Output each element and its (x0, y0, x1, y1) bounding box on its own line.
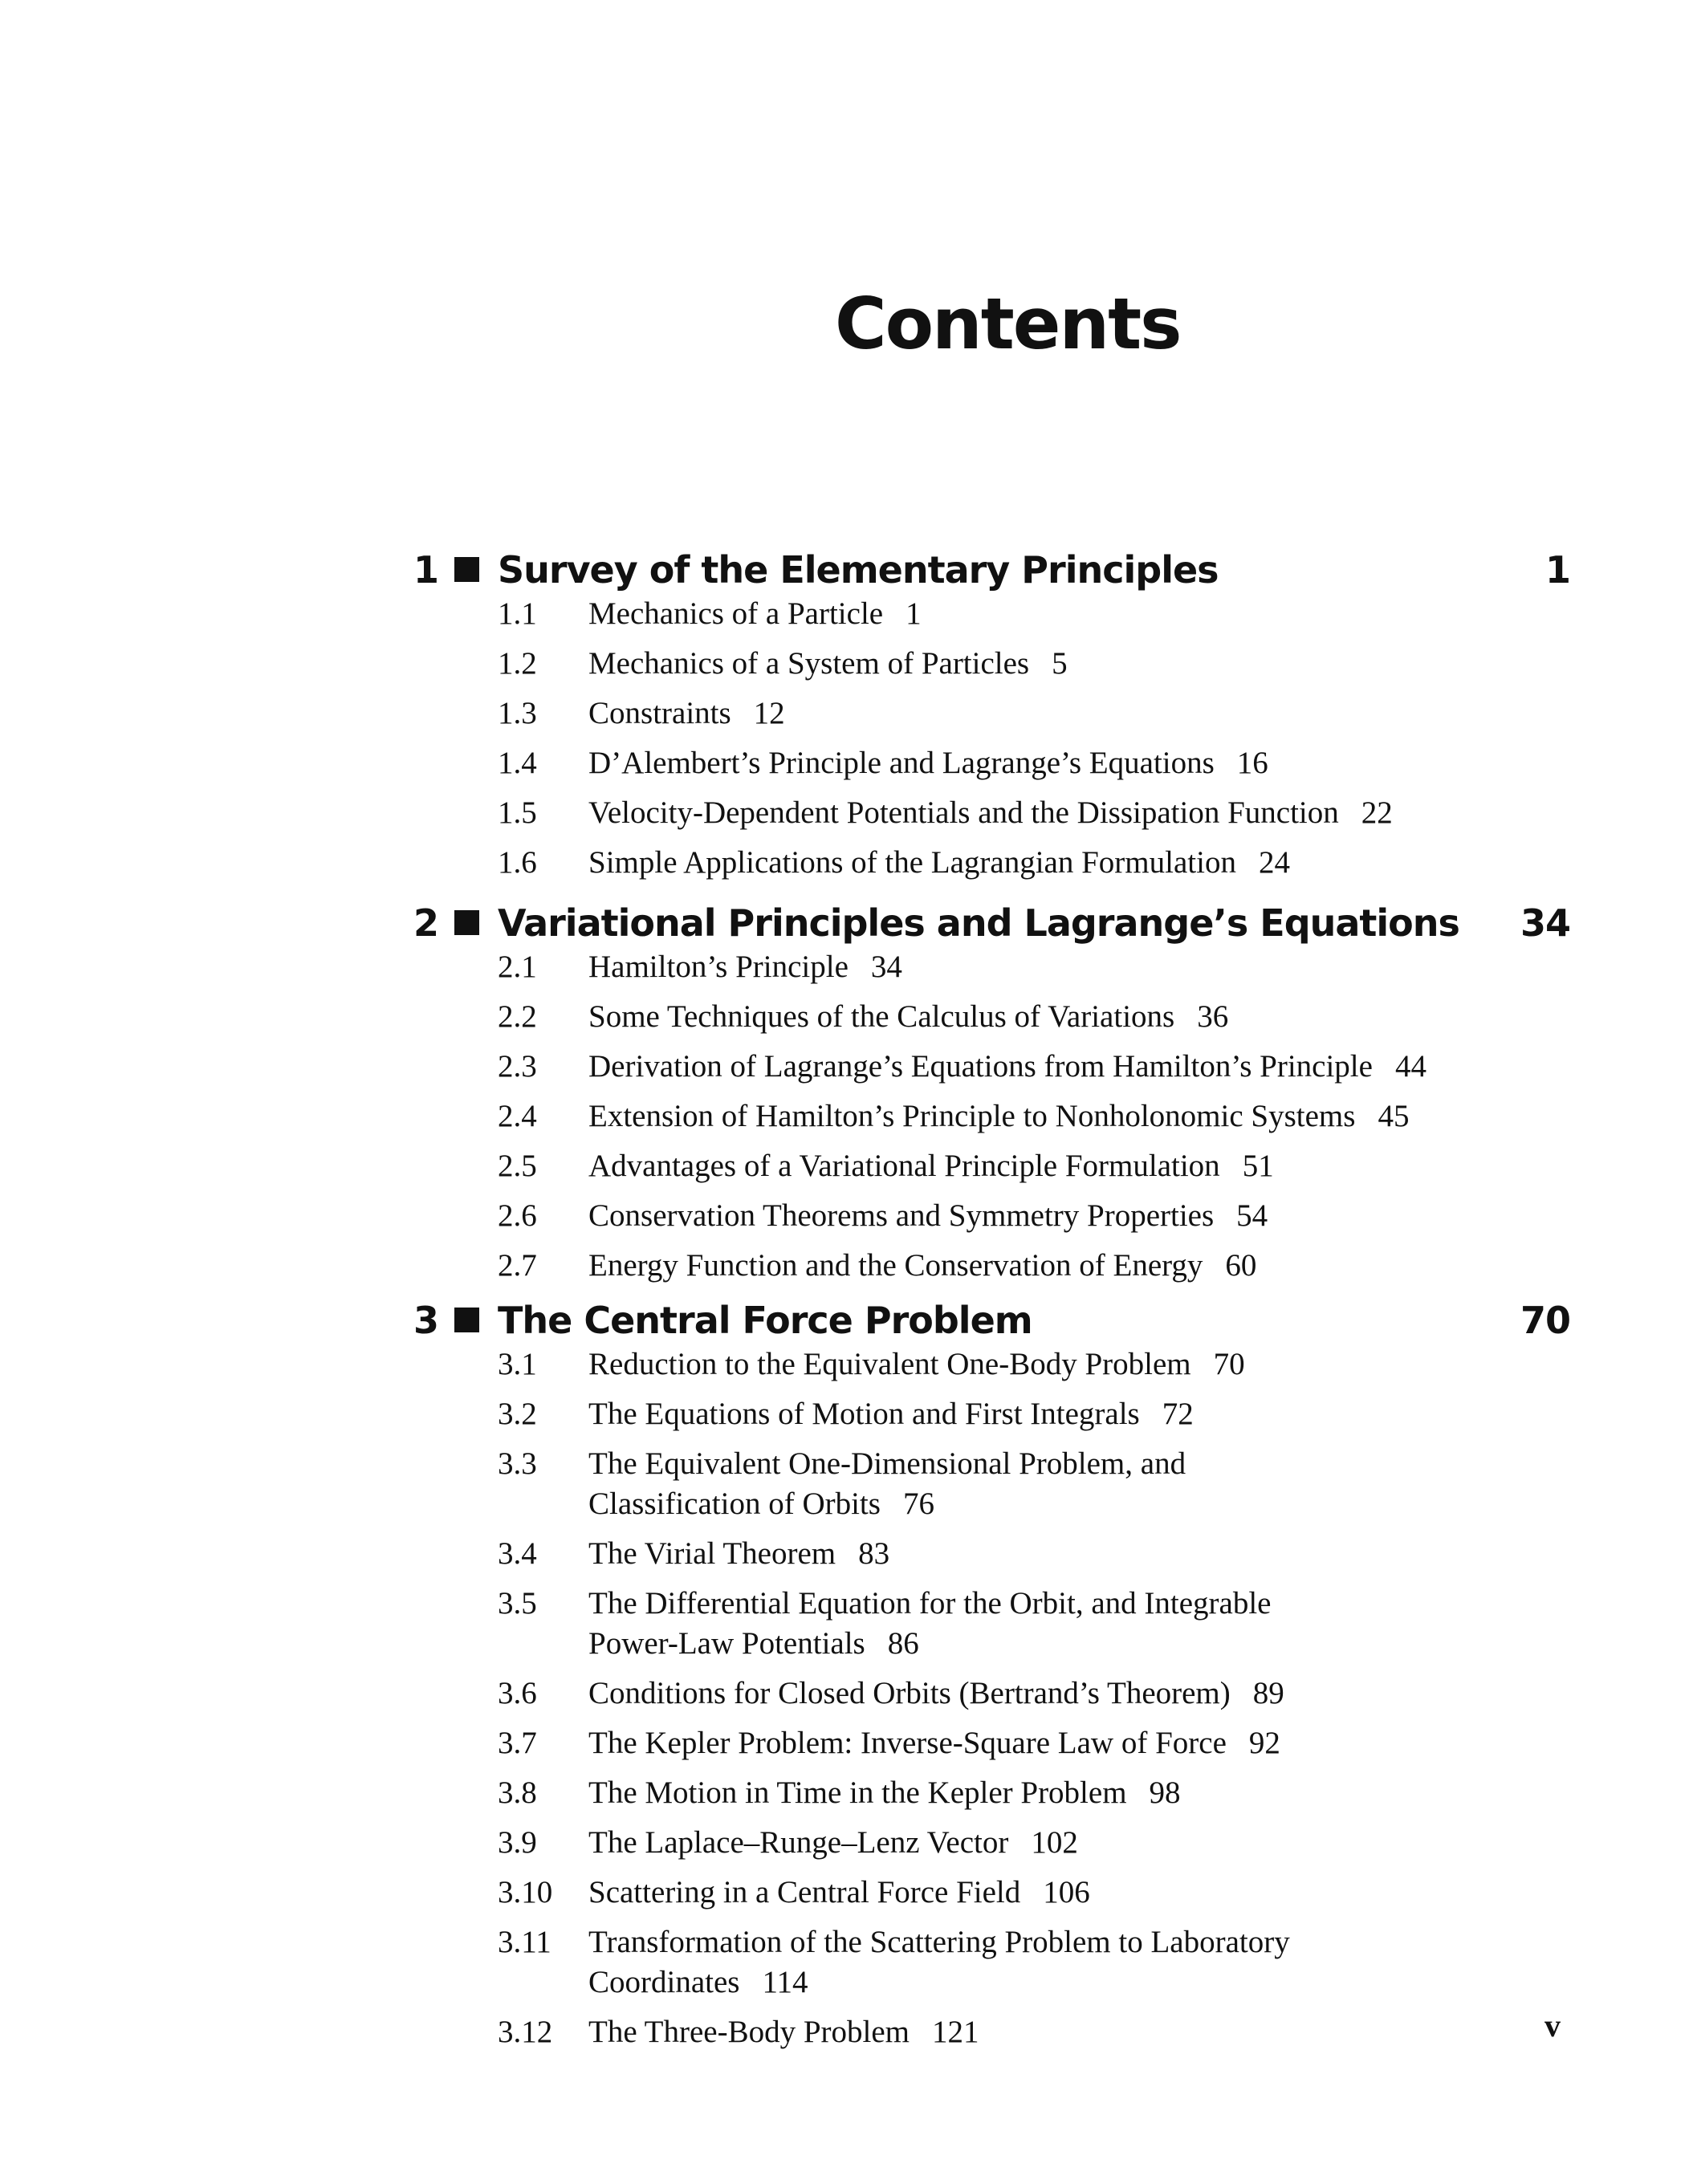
section-number: 3.3 (498, 1446, 537, 1481)
section-title: Simple Applications of the Lagrangian Formulation (588, 845, 1236, 880)
section-title: The Virial Theorem (588, 1536, 836, 1571)
toc-entry (0, 594, 1689, 644)
chapter-number: 2 (413, 901, 439, 945)
toc-entry (0, 1773, 1689, 1823)
chapter-1 (0, 546, 1689, 893)
section-title: The Motion in Time in the Kepler Problem (588, 1775, 1127, 1810)
toc-entry (0, 743, 1689, 793)
chapter-3 (0, 1296, 1689, 2062)
section-title: Some Techniques of the Calculus of Variations (588, 999, 1175, 1034)
section-list (0, 947, 1689, 1295)
section-page-number: 5 (1052, 646, 1068, 681)
section-page-number: 114 (762, 1965, 808, 1999)
toc-entry (0, 1246, 1689, 1295)
section-page-number: 83 (858, 1536, 890, 1571)
square-bullet-icon (454, 1308, 479, 1332)
section-page-number: 92 (1248, 1726, 1280, 1760)
section-page-number: 121 (932, 2015, 979, 2049)
section-number: 2.6 (498, 1198, 537, 1233)
section-title: Mechanics of a Particle (588, 596, 884, 631)
section-number: 2.3 (498, 1049, 537, 1084)
section-title-continuation: Power-Law Potentials (588, 1626, 865, 1661)
toc-entry (0, 1096, 1689, 1146)
toc-entry (0, 1146, 1689, 1196)
section-page-number: 22 (1361, 795, 1393, 830)
chapter-heading (0, 546, 1689, 594)
chapter-page-number: 1 (1545, 548, 1570, 592)
section-title: Derivation of Lagrange’s Equations from Hamilton’s Principle (588, 1049, 1373, 1084)
chapter-title: Variational Principles and Lagrange’s Equations (498, 901, 1459, 945)
section-page-number: 72 (1162, 1397, 1194, 1431)
section-number: 2.1 (498, 950, 537, 984)
toc-entry (0, 1047, 1689, 1096)
chapter-number: 3 (413, 1299, 439, 1342)
toc-entry (0, 1823, 1689, 1873)
section-number: 3.7 (498, 1726, 537, 1760)
toc-entry (0, 693, 1689, 743)
section-page-number: 98 (1149, 1775, 1181, 1810)
toc-entry (0, 1344, 1689, 1394)
section-page-number: 54 (1236, 1198, 1268, 1233)
toc-entry (0, 1444, 1689, 1534)
section-title: Mechanics of a System of Particles (588, 646, 1030, 681)
chapter-page-number: 34 (1520, 901, 1570, 945)
toc-entry (0, 1922, 1689, 2012)
section-title: The Equations of Motion and First Integrals (588, 1397, 1140, 1431)
section-title: Scattering in a Central Force Field (588, 1875, 1021, 1909)
toc-entry (0, 644, 1689, 693)
section-number: 3.8 (498, 1775, 537, 1810)
section-title: The Equivalent One-Dimensional Problem, and (588, 1446, 1186, 1481)
section-title: Extension of Hamilton’s Principle to Nonholonomic Systems (588, 1099, 1356, 1133)
section-number: 1.5 (498, 795, 537, 830)
section-page-number: 76 (902, 1487, 934, 1521)
page-folio: v (1545, 2007, 1561, 2044)
section-page-number: 16 (1236, 746, 1268, 780)
section-page-number: 44 (1394, 1049, 1426, 1084)
section-page-number: 106 (1043, 1875, 1090, 1909)
section-title: Reduction to the Equivalent One-Body Problem (588, 1347, 1191, 1381)
section-number: 1.2 (498, 646, 537, 681)
section-number: 3.1 (498, 1347, 537, 1381)
chapter-number: 1 (413, 548, 439, 592)
section-number: 3.6 (498, 1676, 537, 1710)
section-title: Hamilton’s Principle (588, 950, 849, 984)
section-title: D’Alembert’s Principle and Lagrange’s Equations (588, 746, 1215, 780)
chapter-heading (0, 899, 1689, 947)
toc-entry (0, 2012, 1689, 2062)
section-number: 2.4 (498, 1099, 537, 1133)
section-page-number: 86 (887, 1626, 919, 1661)
section-title-continuation: Classification of Orbits (588, 1487, 881, 1521)
section-page-number: 70 (1213, 1347, 1245, 1381)
section-number: 3.5 (498, 1586, 537, 1621)
section-number: 2.7 (498, 1248, 537, 1283)
section-title: The Three-Body Problem (588, 2015, 910, 2049)
section-title: Conditions for Closed Orbits (Bertrand’s Theorem) (588, 1676, 1231, 1710)
square-bullet-icon (454, 910, 479, 935)
section-title: The Kepler Problem: Inverse-Square Law of Force (588, 1726, 1227, 1760)
section-page-number: 12 (753, 696, 785, 730)
section-title: Velocity-Dependent Potentials and the Dissipation Function (588, 795, 1339, 830)
section-number: 1.3 (498, 696, 537, 730)
section-page-number: 36 (1197, 999, 1229, 1034)
section-page-number: 60 (1225, 1248, 1257, 1283)
section-number: 3.12 (498, 2015, 553, 2049)
toc-entry (0, 947, 1689, 997)
section-title: The Laplace–Runge–Lenz Vector (588, 1825, 1009, 1860)
section-title: Advantages of a Variational Principle Formulation (588, 1149, 1220, 1183)
chapter-title: The Central Force Problem (498, 1299, 1032, 1342)
chapter-title: Survey of the Elementary Principles (498, 548, 1219, 592)
section-number: 2.5 (498, 1149, 537, 1183)
toc-entry (0, 793, 1689, 843)
toc-entry (0, 1196, 1689, 1246)
toc-entry (0, 1534, 1689, 1584)
section-number: 2.2 (498, 999, 537, 1034)
section-title: The Differential Equation for the Orbit, and Integrable (588, 1586, 1272, 1621)
section-page-number: 34 (870, 950, 902, 984)
section-number: 1.1 (498, 596, 537, 631)
section-number: 3.2 (498, 1397, 537, 1431)
toc-entry (0, 843, 1689, 893)
section-page-number: 89 (1252, 1676, 1284, 1710)
section-number: 1.6 (498, 845, 537, 880)
section-title-continuation: Coordinates (588, 1965, 740, 1999)
toc-entry (0, 1674, 1689, 1723)
section-title: Conservation Theorems and Symmetry Properties (588, 1198, 1215, 1233)
section-list (0, 1344, 1689, 2062)
section-page-number: 45 (1378, 1099, 1410, 1133)
section-number: 3.4 (498, 1536, 537, 1571)
toc-entry (0, 1873, 1689, 1922)
section-number: 1.4 (498, 746, 537, 780)
chapter-2 (0, 899, 1689, 1295)
section-page-number: 51 (1242, 1149, 1274, 1183)
section-title: Constraints (588, 696, 731, 730)
chapter-page-number: 70 (1520, 1299, 1570, 1342)
page-title: Contents (835, 283, 1181, 365)
section-title: Energy Function and the Conservation of Energy (588, 1248, 1203, 1283)
section-number: 3.11 (498, 1925, 551, 1959)
section-number: 3.10 (498, 1875, 553, 1909)
toc-entry (0, 997, 1689, 1047)
section-page-number: 24 (1258, 845, 1290, 880)
section-number: 3.9 (498, 1825, 537, 1860)
toc-entry (0, 1394, 1689, 1444)
toc-entry (0, 1584, 1689, 1674)
toc-entry (0, 1723, 1689, 1773)
section-list (0, 594, 1689, 893)
square-bullet-icon (454, 557, 479, 582)
chapter-heading (0, 1296, 1689, 1344)
section-title: Transformation of the Scattering Problem to Laboratory (588, 1925, 1290, 1959)
section-page-number: 1 (906, 596, 922, 631)
section-page-number: 102 (1031, 1825, 1078, 1860)
